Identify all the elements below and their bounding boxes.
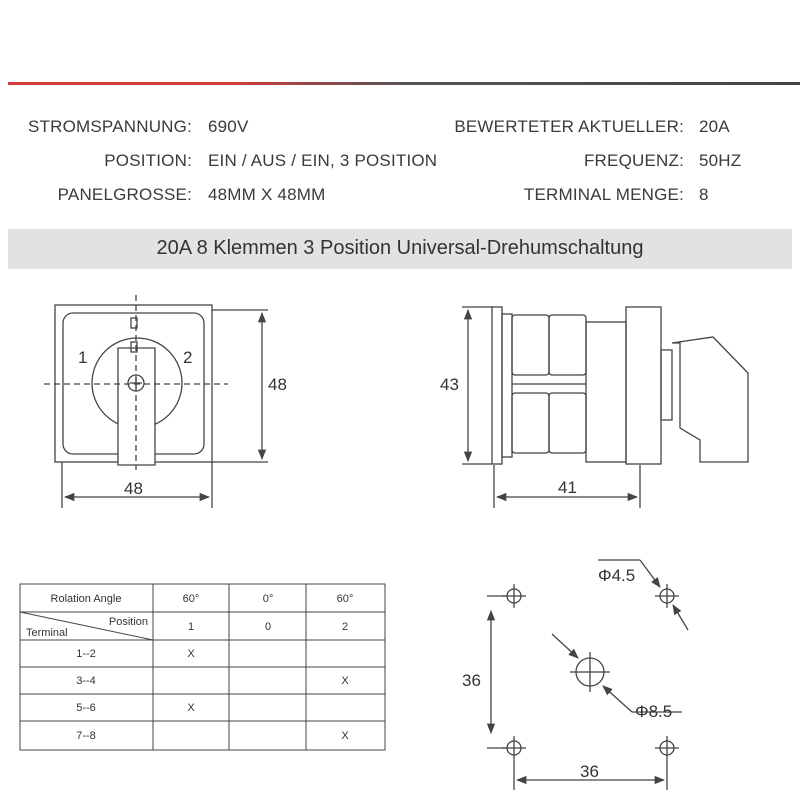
front-height-label: 48 <box>268 375 287 394</box>
spec-label-rated-current: BEWERTETER AKTUELLER: <box>454 117 684 136</box>
spec-label-panel-size: PANELGROSSE: <box>57 185 192 204</box>
side-depth-label: 41 <box>558 478 577 497</box>
spec-value-terminal-count: 8 <box>699 185 709 204</box>
table-row-terminal: 1--2 <box>76 648 96 660</box>
table-terminal-label: Terminal <box>26 627 68 639</box>
table-row-terminal: 5--6 <box>76 702 96 714</box>
front-view <box>44 295 268 508</box>
spec-value-panel-size: 48MM X 48MM <box>208 185 326 204</box>
table-position-2: 0 <box>264 621 272 633</box>
mount-vertical-label: 36 <box>462 671 481 690</box>
table-cell-mark: X <box>187 702 195 714</box>
small-hole-diameter-label: Φ4.5 <box>598 566 636 585</box>
title-banner-text: 20A 8 Klemmen 3 Position Universal-Drehumschaltung <box>156 237 644 259</box>
spec-label-position: POSITION: <box>104 151 192 170</box>
table-position-label: Position <box>108 616 148 628</box>
spec-label-voltage: STROMSPANNUNG: <box>28 117 192 136</box>
table-row-terminal: 7--8 <box>76 730 96 742</box>
spec-value-position: EIN / AUS / EIN, 3 POSITION <box>208 151 438 170</box>
terminal-table <box>20 584 385 750</box>
front-position-2: 2 <box>183 348 193 367</box>
table-angle-3: 60° <box>336 593 354 605</box>
table-row-terminal: 3--4 <box>76 675 96 687</box>
spec-value-rated-current: 20A <box>699 117 730 136</box>
mounting-diagram <box>487 560 688 790</box>
table-cell-mark: X <box>187 648 195 660</box>
front-position-1: 1 <box>78 348 88 367</box>
mount-horizontal-label: 36 <box>580 762 599 781</box>
spec-value-voltage: 690V <box>208 117 249 136</box>
side-view <box>462 307 748 508</box>
side-height-label: 43 <box>440 375 459 394</box>
spec-label-terminal-count: TERMINAL MENGE: <box>523 185 684 204</box>
table-position-3: 2 <box>341 621 349 633</box>
table-angle-label: Rolation Angle <box>50 593 122 605</box>
table-position-1: 1 <box>187 621 195 633</box>
center-hole-diameter-label: Φ8.5 <box>635 702 673 721</box>
spec-label-frequency: FREQUENZ: <box>583 151 684 170</box>
table-angle-1: 60° <box>182 593 200 605</box>
front-width-label: 48 <box>124 479 143 498</box>
table-cell-mark: X <box>341 675 349 687</box>
spec-value-frequency: 50HZ <box>699 151 742 170</box>
table-angle-2: 0° <box>262 593 274 605</box>
table-cell-mark: X <box>341 730 349 742</box>
